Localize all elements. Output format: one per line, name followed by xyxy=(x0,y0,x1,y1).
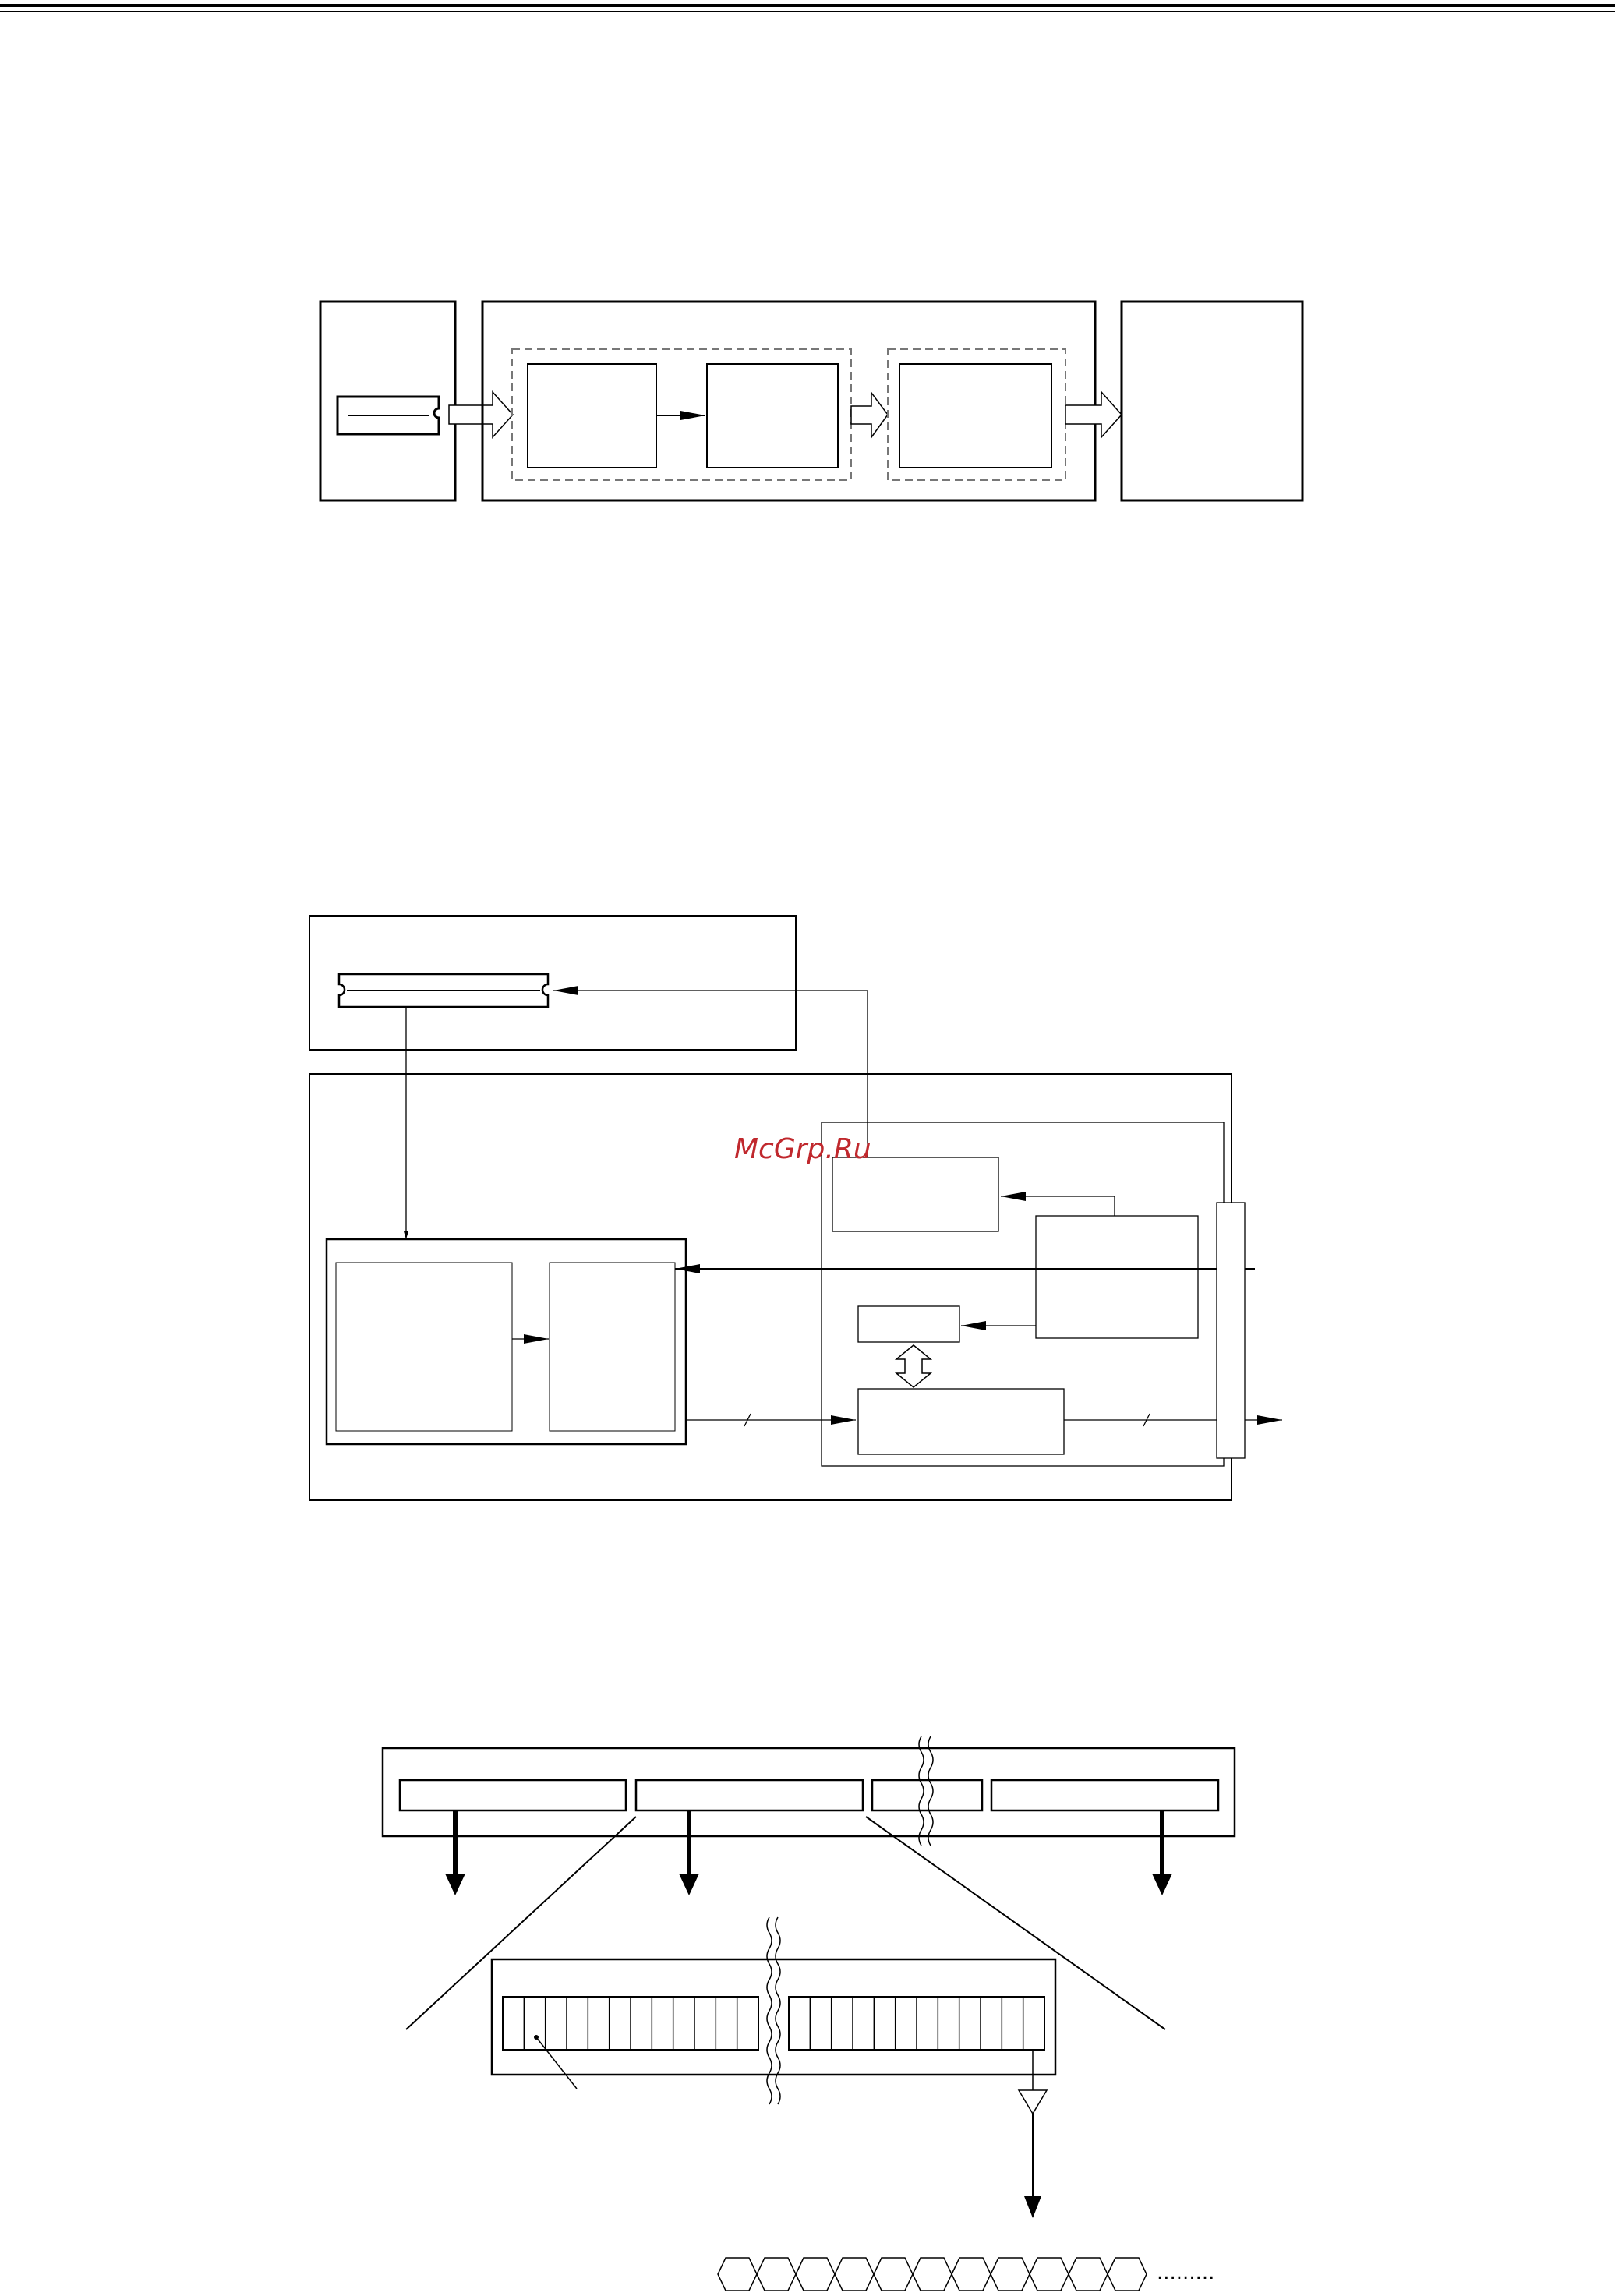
signal-hexagon xyxy=(952,2258,991,2291)
signal-hexagon xyxy=(718,2258,757,2291)
hollow-arrow xyxy=(1065,392,1122,437)
magnified-segment-box xyxy=(492,1959,1055,2075)
sensor-unit-box xyxy=(309,916,796,1050)
block-flow-diagram xyxy=(320,302,1302,500)
watermark-text: McGrp.Ru xyxy=(734,1133,871,1165)
break-mark xyxy=(919,1736,924,1846)
image-processing-block xyxy=(858,1389,1064,1454)
cpu-block xyxy=(1036,1216,1198,1338)
output-unit-box xyxy=(1122,302,1302,500)
signal-hexagon xyxy=(835,2258,874,2291)
zoom-line-left xyxy=(406,1817,636,2029)
block-a xyxy=(528,364,656,468)
system-block-diagram xyxy=(309,916,1282,1500)
asic-region-box xyxy=(822,1122,1224,1466)
signal-hexagon-chain xyxy=(718,2258,1147,2291)
signal-hexagon xyxy=(796,2258,835,2291)
bidirectional-hollow-arrow xyxy=(896,1345,931,1387)
block-c xyxy=(899,364,1051,468)
pixel-dividers xyxy=(524,1997,1023,2050)
zoom-line-right xyxy=(866,1817,1165,2029)
hollow-arrow xyxy=(851,393,888,437)
source-unit-box xyxy=(320,302,455,500)
amplifier-triangle xyxy=(1019,2090,1047,2114)
signal-hexagon xyxy=(991,2258,1030,2291)
segment-2 xyxy=(636,1780,863,1810)
signal-hexagon xyxy=(1108,2258,1147,2291)
continuation-dots: ......... xyxy=(1157,2261,1215,2284)
block-b xyxy=(707,364,838,468)
output-arrows xyxy=(445,1810,1172,1895)
dashed-group-2 xyxy=(888,349,1065,480)
pixel-leader-line xyxy=(536,2037,577,2089)
signal-hexagon xyxy=(1030,2258,1069,2291)
processing-unit-box xyxy=(482,302,1095,500)
timing-generator-block xyxy=(832,1157,998,1231)
header-rule xyxy=(0,5,1615,12)
signal-hexagon xyxy=(874,2258,913,2291)
segment-3 xyxy=(872,1780,982,1810)
analog-front-end-box xyxy=(327,1239,686,1444)
hollow-arrow xyxy=(449,392,513,437)
signal-hexagon xyxy=(913,2258,952,2291)
segment-4 xyxy=(991,1780,1218,1810)
line-sensor-box xyxy=(383,1748,1235,1836)
sensor-line-diagram xyxy=(383,1736,1235,2291)
register-block xyxy=(858,1306,959,1342)
signal-hexagon xyxy=(757,2258,796,2291)
signal-hexagon xyxy=(1069,2258,1108,2291)
segment-1 xyxy=(400,1780,626,1810)
connector-block xyxy=(1217,1203,1245,1458)
break-mark xyxy=(767,1917,772,2104)
afe-block-right xyxy=(550,1263,675,1431)
afe-block-left xyxy=(336,1263,512,1431)
cpu-to-timing-line xyxy=(1001,1196,1115,1216)
